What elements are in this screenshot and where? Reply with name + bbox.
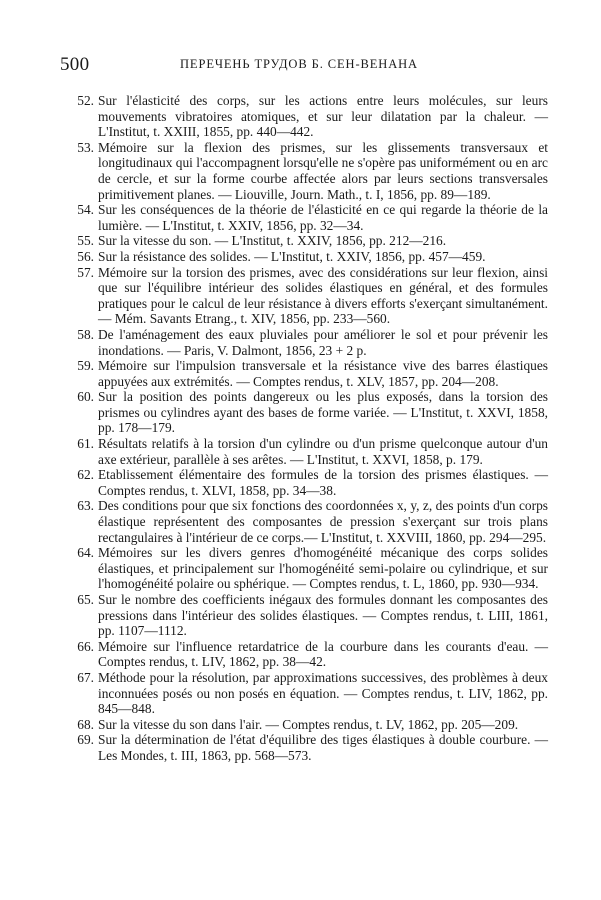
entry-number: 55.	[77, 233, 94, 249]
entry-text: Etablissement élémentaire des formules de la torsion des prismes élastiques. — Comptes rendus, t. XLVI, 1858, pp. 34—38.	[98, 467, 548, 498]
entry-text: Sur la position des points dangereux ou les plus exposés, dans la torsion des prismes ou cylindres ayant des bases de forme variée. — L'Institut, t. XXVI, 1858, pp. 178—179.	[98, 389, 548, 436]
entry-text: Sur l'élasticité des corps, sur les actions entre leurs molécules, sur leurs mouvements vibratoires atomiques, et sur leur dilatation par la chaleur. — L'Institut, t. XXIII, 1855, pp. 440—442.	[98, 93, 548, 140]
list-item	[64, 732, 548, 763]
entry-text: Sur la résistance des solides. — L'Institut, t. XXIV, 1856, pp. 457—459.	[98, 248, 486, 264]
list-item	[64, 93, 548, 140]
list-item	[64, 389, 548, 436]
entry-text: De l'aménagement des eaux pluviales pour améliorer le sol et pour prévenir les inondations. — Paris, V. Dalmont, 1856, 23 + 2 p.	[98, 326, 548, 358]
list-item	[64, 467, 548, 498]
page-number: 500	[60, 54, 90, 75]
list-item	[64, 327, 548, 358]
entry-text: Mémoire sur l'impulsion transversale et la résistance vive des barres élastiques appuyées aux extrémités. — Comptes rendus, t. XLV, 1857, pp. 204—208.	[98, 358, 548, 389]
list-item	[64, 140, 548, 202]
list-item	[64, 498, 548, 545]
list-item	[64, 249, 548, 265]
entry-text: Sur la détermination de l'état d'équilibre des tiges élastiques à double courbure. — Les Mondes, t. III, 1863, pp. 568—573.	[98, 732, 548, 763]
list-item	[64, 592, 548, 639]
entry-number: 64.	[77, 545, 94, 561]
entry-text: Mémoire sur l'influence retardatrice de la courbure dans les courants d'eau. — Comptes rendus, t. LIV, 1862, pp. 38—42.	[98, 638, 548, 670]
running-title: ПЕРЕЧЕНЬ ТРУДОВ Б. СЕН-ВЕНАНА	[180, 57, 418, 71]
entry-number: 53.	[77, 139, 94, 155]
entry-text: Sur les conséquences de la théorie de l'élasticité en ce qui regarde la théorie de la lumière. — L'Institut, t. XXIV, 1856, pp. 32—34.	[98, 202, 548, 233]
entry-text: Sur la vitesse du son dans l'air. — Comptes rendus, t. LV, 1862, pp. 205—209.	[98, 716, 519, 732]
entry-number: 67.	[77, 669, 94, 685]
entry-number: 58.	[77, 326, 94, 342]
entry-number: 60.	[77, 389, 94, 405]
list-item	[64, 436, 548, 467]
entry-number: 63.	[77, 498, 94, 514]
list-item	[64, 358, 548, 389]
entry-text: Mémoires sur les divers genres d'homogénéité mécanique des corps solides élastiques, et principalement sur l'homogénéité semi-polaire ou cylindrique, et sur l'homogénéité polaire ou sphérique. — Comptes rendus, t. L, 1860, pp. 930—934.	[98, 545, 548, 592]
list-item	[64, 202, 548, 233]
entry-text: Mémoire sur la flexion des prismes, sur les glissements transversaux et longitudinaux qui l'accompagnent lorsqu'elle ne s'opère pas uniformément ou en arc de cercle, et sur la forme courbe affectée alors par leurs sections transversales primitivement planes. — Liouville, Journ. Math., t. I, 1856, pp. 89—189.	[98, 139, 548, 202]
entry-text: Mémoire sur la torsion des prismes, avec des considérations sur leur flexion, ainsi que sur l'équilibre intérieur des solides élastiques en général, et des formules pratiques pour le calcul de leur résistance à divers efforts s'exerçant simultanément. — Mém. Savants Etrang., t. XIV, 1856, pp. 233—560.	[98, 264, 548, 327]
entry-number: 57.	[77, 264, 94, 280]
list-item	[64, 639, 548, 670]
entry-number: 52.	[77, 93, 94, 108]
entry-number: 62.	[77, 467, 94, 483]
entry-text: Méthode pour la résolution, par approximations successives, des problèmes à deux inconnuées posés ou non posés en équation. — Comptes rendus, t. LIV, 1862, pp. 845—848.	[98, 669, 548, 717]
entry-text: Sur le nombre des coefficients inégaux des formules donnant les composantes des pressions dans l'intérieur des solides élastiques. — Comptes rendus, t. LIII, 1861, pp. 1107—1112.	[98, 592, 548, 639]
list-item	[64, 233, 548, 249]
entry-number: 68.	[77, 716, 94, 732]
list-item	[64, 717, 548, 733]
entry-text: Des conditions pour que six fonctions des coordonnées x, y, z, des points d'un corps élastique représentent des composantes de pression s'exerçant sur trois plans rectangulaires à l'intérieur de ce corps.— L'Institut, t. XXVIII, 1860, pp. 294—295.	[98, 498, 548, 545]
entry-number: 65.	[77, 592, 94, 607]
bibliography-list	[64, 93, 548, 764]
entry-number: 66.	[77, 638, 94, 654]
entry-number: 69.	[77, 732, 94, 748]
list-item	[64, 265, 548, 327]
entry-number: 61.	[77, 436, 94, 452]
entry-text: Sur la vitesse du son. — L'Institut, t. XXIV, 1856, pp. 212—216.	[98, 233, 447, 249]
page-header	[60, 54, 548, 78]
entry-number: 59.	[77, 358, 94, 374]
entry-number: 56.	[77, 248, 94, 264]
list-item	[64, 670, 548, 717]
list-item	[64, 545, 548, 592]
entry-number: 54.	[77, 202, 94, 218]
entry-text: Résultats relatifs à la torsion d'un cylindre ou d'un prisme quelconque autour d'un axe extérieur, parallèle à ses arêtes. — L'Institut, t. XXVI, 1858, p. 179.	[98, 436, 548, 467]
